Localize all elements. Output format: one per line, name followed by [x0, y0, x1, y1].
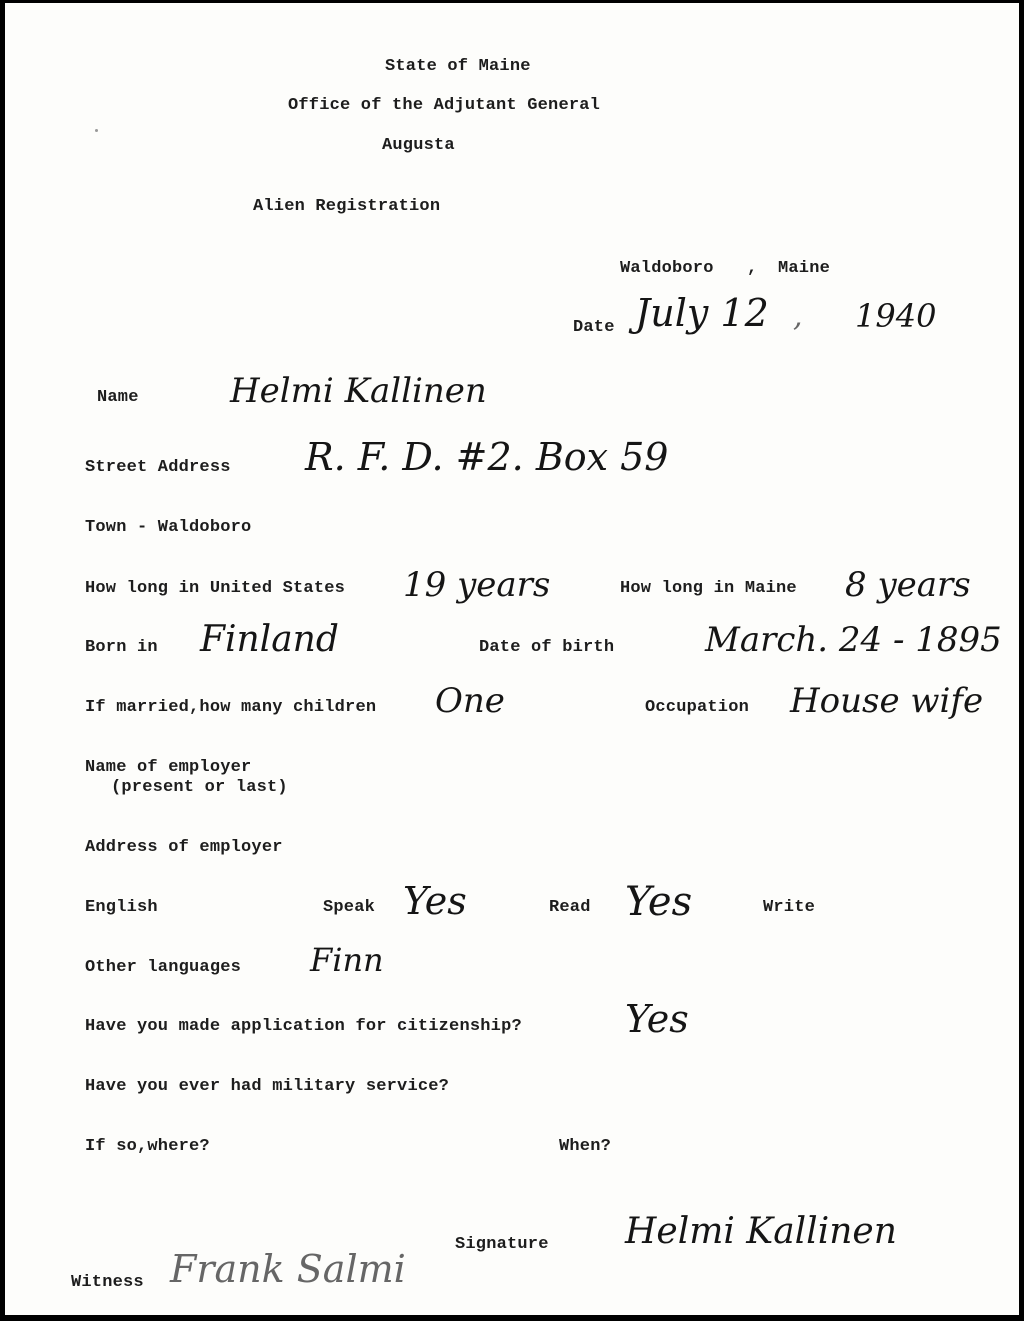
witness-value: Frank Salmi	[170, 1247, 406, 1291]
us-years-label: How long in United States	[85, 579, 346, 598]
other-languages-value: Finn	[310, 941, 384, 979]
witness-label: Witness	[71, 1273, 144, 1292]
employer-label: Name of employer	[85, 758, 252, 777]
signature-label: Signature	[455, 1235, 549, 1254]
children-value: One	[435, 681, 505, 721]
paper-speck	[95, 129, 98, 132]
write-label: Write	[763, 898, 816, 917]
form-title: Alien Registration	[253, 197, 441, 216]
place-separator: ,	[747, 259, 758, 278]
place-town: Waldoboro	[620, 259, 714, 278]
employer-address-label: Address of employer	[85, 838, 283, 857]
occupation-label: Occupation	[645, 698, 750, 717]
signature-value: Helmi Kallinen	[625, 1211, 897, 1252]
employer-label-sub: (present or last)	[111, 778, 288, 797]
occupation-value: House wife	[790, 681, 984, 721]
read-label: Read	[549, 898, 591, 917]
street-value: R. F. D. #2. Box 59	[305, 435, 669, 479]
read-value: Yes	[625, 879, 693, 925]
children-label: If married,how many children	[85, 698, 377, 717]
english-label: English	[85, 898, 158, 917]
maine-years-value: 8 years	[845, 565, 971, 605]
speak-label: Speak	[323, 898, 376, 917]
born-label: Born in	[85, 638, 158, 657]
where-label: If so,where?	[85, 1137, 210, 1156]
us-years-value: 19 years	[403, 565, 551, 605]
citizenship-value: Yes	[625, 997, 689, 1041]
town-label: Town - Waldoboro	[85, 518, 252, 537]
date-month-day: July 12	[635, 291, 769, 335]
date-label: Date	[573, 318, 615, 337]
registration-form-page	[5, 3, 1019, 1315]
military-label: Have you ever had military service?	[85, 1077, 450, 1096]
other-languages-label: Other languages	[85, 958, 242, 977]
header-office: Office of the Adjutant General	[288, 96, 601, 115]
name-label: Name	[97, 388, 139, 407]
street-label: Street Address	[85, 458, 231, 477]
maine-years-label: How long in Maine	[620, 579, 797, 598]
citizenship-label: Have you made application for citizenship?	[85, 1017, 522, 1036]
header-city: Augusta	[382, 136, 455, 155]
date-separator: ,	[793, 299, 803, 334]
name-value: Helmi Kallinen	[230, 371, 487, 411]
header-state: State of Maine	[385, 57, 531, 76]
place-state: Maine	[778, 259, 831, 278]
birth-date-value: March. 24 - 1895	[705, 620, 1002, 660]
date-year: 1940	[855, 297, 937, 335]
birth-date-label: Date of birth	[479, 638, 615, 657]
when-label: When?	[559, 1137, 612, 1156]
born-value: Finland	[200, 619, 339, 660]
speak-value: Yes	[403, 879, 467, 923]
